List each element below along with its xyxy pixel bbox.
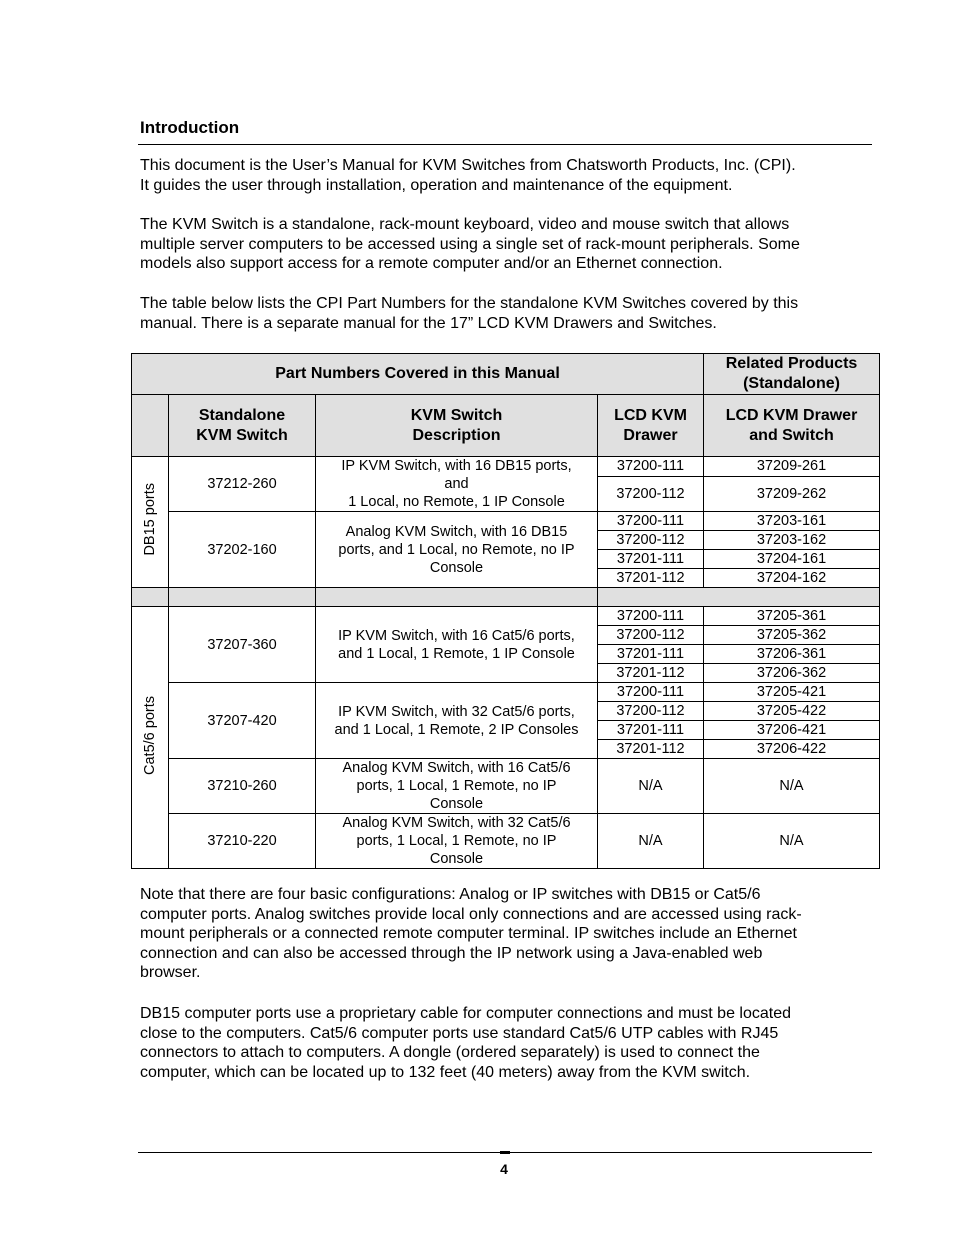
text-line: This document is the User’s Manual for KVM Switches from Chatsworth Products, Inc. (CPI). (140, 157, 796, 174)
lcd-drawer-part: 37201-112 (598, 569, 704, 588)
text-line: mount peripherals or a connected remote computer terminal. IP switches include an Ethernet (140, 925, 797, 943)
header-description: KVM Switch Description (316, 395, 598, 457)
related-part: 37203-161 (704, 512, 880, 531)
related-part: 37206-362 (704, 664, 880, 683)
switch-description: IP KVM Switch, with 32 Cat5/6 ports, and 1 Local, 1 Remote, 2 IP Consoles (316, 683, 598, 759)
lcd-drawer-part: N/A (598, 759, 704, 814)
switch-description: Analog KVM Switch, with 16 DB15 ports, and 1 Local, no Remote, no IP Console (316, 512, 598, 588)
table-intro-paragraph (140, 294, 875, 333)
switch-description: IP KVM Switch, with 16 Cat5/6 ports, and 1 Local, 1 Remote, 1 IP Console (316, 607, 598, 683)
related-part: 37209-261 (704, 457, 880, 477)
related-part: 37203-162 (704, 531, 880, 550)
related-part: 37204-162 (704, 569, 880, 588)
lcd-drawer-part: 37200-112 (598, 476, 704, 511)
text-line: manual. There is a separate manual for the 17” LCD KVM Drawers and Switches. (140, 314, 717, 332)
lcd-drawer-part: 37200-112 (598, 531, 704, 550)
related-part: 37205-361 (704, 607, 880, 626)
text-line: close to the computers. Cat5/6 computer ports use standard Cat5/6 UTP cables with RJ45 (140, 1024, 779, 1042)
related-part: 37206-361 (704, 645, 880, 664)
table-row (132, 814, 880, 869)
table-row (132, 457, 880, 477)
group-label-db15: DB15 ports (132, 457, 169, 588)
page-number: 4 (500, 1161, 508, 1177)
header-covered: Part Numbers Covered in this Manual (132, 354, 704, 395)
ports-paragraph (140, 1004, 875, 1082)
separator-row (132, 588, 880, 607)
lcd-drawer-part: 37200-111 (598, 607, 704, 626)
part-number: 37212-260 (169, 457, 316, 512)
table-row (132, 759, 880, 814)
part-numbers-table (131, 353, 880, 869)
description-paragraph (140, 215, 875, 274)
switch-description: Analog KVM Switch, with 32 Cat5/6 ports, 1 Local, 1 Remote, no IP Console (316, 814, 598, 869)
part-number: 37202-160 (169, 512, 316, 588)
header-drawer-switch: LCD KVM Drawer and Switch (704, 395, 880, 457)
related-part: 37209-262 (704, 476, 880, 511)
text-line: browser. (140, 964, 201, 982)
lcd-drawer-part: 37201-112 (598, 664, 704, 683)
text-line: The KVM Switch is a standalone, rack-mount keyboard, video and mouse switch that allows (140, 216, 790, 233)
related-part: N/A (704, 814, 880, 869)
related-part: 37205-421 (704, 683, 880, 702)
header-empty (132, 395, 169, 457)
related-part: 37205-422 (704, 702, 880, 721)
footer-mark (500, 1151, 510, 1154)
table-header-row (132, 354, 880, 395)
heading-rule (138, 144, 872, 145)
group-label-cat: Cat5/6 ports (132, 607, 169, 869)
text-line: It guides the user through installation, operation and maintenance of the equipment. (140, 176, 733, 194)
text-line: computer, which can be located up to 132 feet (40 meters) away from the KVM switch. (140, 1063, 751, 1081)
table-row (132, 607, 880, 626)
related-part: 37206-422 (704, 740, 880, 759)
related-part: N/A (704, 759, 880, 814)
text-line: Note that there are four basic configurations: Analog or IP switches with DB15 or Cat5/6 (140, 886, 761, 903)
switch-description: IP KVM Switch, with 16 DB15 ports, and 1 Local, no Remote, 1 IP Console (316, 457, 598, 512)
part-number: 37210-260 (169, 759, 316, 814)
text-line: connectors to attach to computers. A dongle (ordered separately) is used to connect the (140, 1044, 760, 1062)
table-row (132, 512, 880, 531)
lcd-drawer-part: 37200-111 (598, 512, 704, 531)
part-number: 37207-420 (169, 683, 316, 759)
text-line: The table below lists the CPI Part Numbers for the standalone KVM Switches covered by this (140, 295, 799, 312)
lcd-drawer-part: 37201-111 (598, 550, 704, 569)
related-part: 37206-421 (704, 721, 880, 740)
table-header-row (132, 395, 880, 457)
text-line: connection and can also be accessed through the IP network using a Java-enabled web (140, 944, 763, 962)
lcd-drawer-part: 37200-111 (598, 683, 704, 702)
part-number: 37207-360 (169, 607, 316, 683)
text-line: models also support access for a remote computer and/or an Ethernet connection. (140, 255, 723, 273)
part-number: 37210-220 (169, 814, 316, 869)
related-part: 37204-161 (704, 550, 880, 569)
related-part: 37205-362 (704, 626, 880, 645)
header-lcd-drawer: LCD KVM Drawer (598, 395, 704, 457)
text-line: DB15 computer ports use a proprietary cable for computer connections and must be located (140, 1005, 792, 1022)
text-line: multiple server computers to be accessed using a single set of rack-mount peripherals. Some (140, 235, 800, 253)
header-related: Related Products (Standalone) (704, 354, 880, 395)
switch-description: Analog KVM Switch, with 16 Cat5/6 ports, 1 Local, 1 Remote, no IP Console (316, 759, 598, 814)
intro-paragraph (140, 156, 875, 195)
header-standalone: Standalone KVM Switch (169, 395, 316, 457)
lcd-drawer-part: 37201-111 (598, 721, 704, 740)
lcd-drawer-part: N/A (598, 814, 704, 869)
configurations-paragraph (140, 885, 875, 983)
lcd-drawer-part: 37200-111 (598, 457, 704, 477)
table-row (132, 683, 880, 702)
lcd-drawer-part: 37201-112 (598, 740, 704, 759)
section-heading: Introduction (140, 118, 240, 137)
text-line: computer ports. Analog switches provide local only connections and are accessed using rack- (140, 905, 802, 923)
lcd-drawer-part: 37200-112 (598, 702, 704, 721)
lcd-drawer-part: 37200-112 (598, 626, 704, 645)
lcd-drawer-part: 37201-111 (598, 645, 704, 664)
